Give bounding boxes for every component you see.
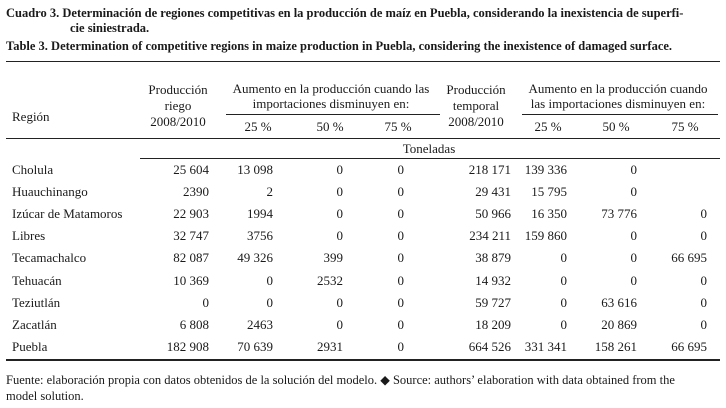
cell-aum1-75: 0 [397,250,404,265]
header-pct2-50: 50 % [602,119,630,134]
cell-aum1-75: 0 [397,339,404,354]
header-pct-25: 25 % [244,119,272,134]
row-region-label: Tecamachalco [12,250,87,265]
cell-aum1-25: 1994 [247,206,273,221]
cell-aum1-25: 3756 [247,228,273,243]
row-region-label: Libres [12,228,46,243]
cell-aum2-50: 158 261 [594,339,637,354]
cell-aum1-50: 399 [323,250,343,265]
cell-aum1-25: 2 [266,184,273,199]
cell-aum2-50: 0 [630,162,637,177]
header-temporal-line1: Producción [446,82,506,97]
cell-aum2-25: 0 [560,250,567,265]
cell-aum1-25: 0 [266,295,273,310]
cell-aum2-50: 0 [630,228,637,243]
cell-aum1-25: 13 098 [237,162,273,177]
row-region-label: Puebla [12,339,48,354]
cell-aum2-75: 66 695 [671,339,707,354]
row-region-label: Huauchinango [12,184,88,199]
cell-aum2-25: 0 [560,317,567,332]
cell-aum1-50: 0 [336,228,343,243]
caption-es: Cuadro 3. Determinación de regiones competitivas en la producción de maíz en Puebla, considerando la inexistencia de superfi- [6,6,684,20]
table-top-rule [6,61,720,62]
cell-aum1-75: 0 [397,162,404,177]
cell-aum1-25: 70 639 [237,339,273,354]
cell-aum2-50: 0 [630,184,637,199]
cell-aum2-25: 159 860 [524,228,567,243]
cell-temporal: 50 966 [475,206,511,221]
header-aumento1-line1: Aumento en la producción cuando las [232,81,430,96]
cell-aum1-75: 0 [397,295,404,310]
cell-temporal: 29 431 [475,184,511,199]
units-label: Toneladas [402,141,456,156]
cell-aum2-25: 331 341 [524,339,567,354]
header-temporal-line3: 2008/2010 [448,114,504,129]
cell-aum2-75: 0 [700,317,707,332]
cell-temporal: 664 526 [468,339,511,354]
footnote-line2: model solution. [6,389,84,403]
cell-aum1-75: 0 [397,317,404,332]
cell-riego: 2390 [183,184,209,199]
header-pct2-75: 75 % [671,119,699,134]
cell-aum1-50: 0 [336,295,343,310]
cell-riego: 10 369 [173,273,209,288]
header-pct-75: 75 % [384,119,412,134]
row-region-label: Cholula [12,162,54,177]
cell-aum2-75: 0 [700,206,707,221]
cell-temporal: 38 879 [475,250,511,265]
cell-aum1-50: 0 [336,206,343,221]
header-aumento2-line2: las importaciones disminuyen en: [530,96,706,111]
cell-riego: 182 908 [166,339,209,354]
cell-aum2-50: 0 [630,250,637,265]
cell-temporal: 14 932 [475,273,511,288]
cell-aum2-25: 16 350 [531,206,567,221]
cell-aum2-50: 20 869 [601,317,637,332]
cell-riego: 82 087 [173,250,209,265]
cell-aum1-50: 2931 [317,339,343,354]
header-pct-50: 50 % [316,119,344,134]
cell-aum2-25: 139 336 [524,162,567,177]
cell-aum2-25: 0 [560,295,567,310]
header-region: Región [12,109,50,124]
header-aumento2-line1: Aumento en la producción cuando [528,81,708,96]
cell-aum1-75: 0 [397,228,404,243]
header-bottom-rule [6,138,720,139]
cell-aum1-75: 0 [397,206,404,221]
table-bottom-rule [6,359,720,361]
cell-riego: 25 604 [173,162,209,177]
row-region-label: Zacatlán [12,317,57,332]
header-riego-line3: 2008/2010 [150,114,206,129]
cell-temporal: 18 209 [475,317,511,332]
caption-es-continued: cie siniestrada. [70,21,150,35]
cell-aum1-75: 0 [397,273,404,288]
cell-aum2-75: 66 695 [671,250,707,265]
cell-temporal: 234 211 [469,228,511,243]
cell-aum2-75: 0 [700,228,707,243]
cell-riego: 0 [202,295,209,310]
header-riego-line1: Producción [148,82,208,97]
cell-aum2-50: 73 776 [601,206,637,221]
cell-riego: 6 808 [179,317,209,332]
cell-aum2-25: 0 [560,273,567,288]
header-aumento2-rule [522,114,718,115]
footnote-line1: Fuente: elaboración propia con datos obtenidos de la solución del modelo. ◆ Source: authors’ elaboration with data obtained from the [6,373,675,387]
cell-aum1-50: 2532 [317,273,343,288]
cell-aum1-25: 0 [266,273,273,288]
cell-aum1-50: 0 [336,162,343,177]
cell-aum2-25: 15 795 [531,184,567,199]
cell-aum2-75: 0 [700,295,707,310]
row-region-label: Izúcar de Matamoros [12,206,123,221]
row-region-label: Teziutlán [12,295,61,310]
cell-riego: 32 747 [173,228,209,243]
cell-aum2-50: 0 [630,273,637,288]
cell-aum2-50: 63 616 [601,295,637,310]
units-rule [140,158,720,159]
header-riego-line2: riego [164,98,192,113]
header-aumento1-rule [226,114,440,115]
cell-aum2-75: 0 [700,273,707,288]
cell-temporal: 218 171 [468,162,511,177]
cell-aum1-25: 49 326 [237,250,273,265]
header-temporal-line2: temporal [452,98,500,113]
cell-aum1-50: 0 [336,317,343,332]
header-pct2-25: 25 % [534,119,562,134]
cell-aum1-25: 2463 [247,317,273,332]
cell-temporal: 59 727 [475,295,511,310]
row-region-label: Tehuacán [12,273,62,288]
caption-en: Table 3. Determination of competitive regions in maize production in Puebla, considering the inexistence of damaged surface. [6,39,673,53]
cell-riego: 22 903 [173,206,209,221]
header-aumento1-line2: importaciones disminuyen en: [252,96,410,111]
cell-aum1-50: 0 [336,184,343,199]
cell-aum1-75: 0 [397,184,404,199]
